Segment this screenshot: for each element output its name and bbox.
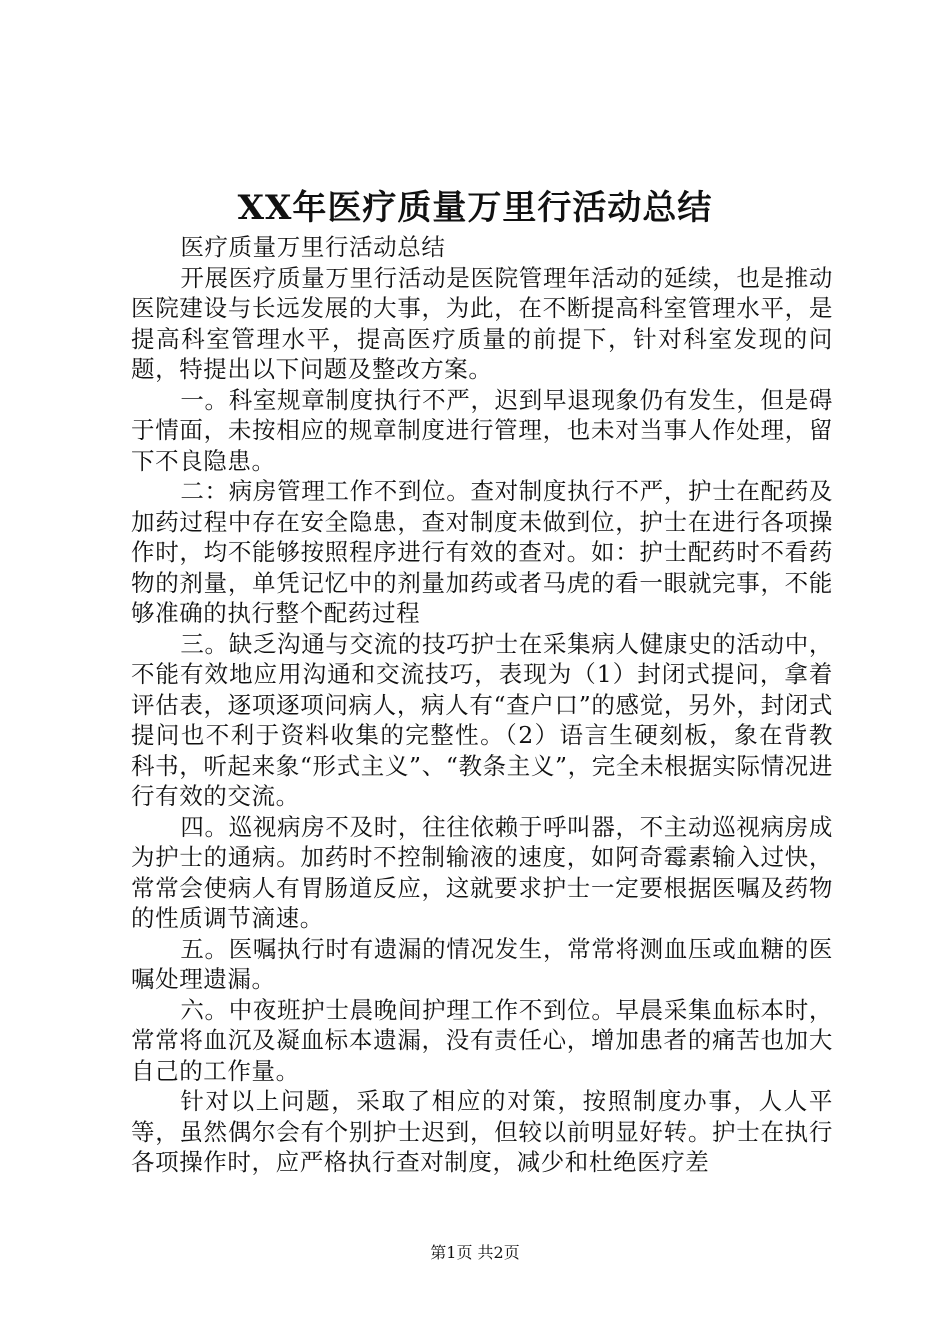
paragraph-measures: 针对以上问题，采取了相应的对策，按照制度办事，人人平等，虽然偶尔会有个别护士迟到，但较以前明显好转。护士在执行各项操作时，应严格执行查对制度，减少和杜绝医疗差 bbox=[131, 1087, 833, 1176]
paragraph-item-5: 五。医嘱执行时有遗漏的情况发生，常常将测血压或血糖的医嘱处理遗漏。 bbox=[131, 934, 833, 993]
paragraph-item-4: 四。巡视病房不及时，往往依赖于呼叫器，不主动巡视病房成为护士的通病。加药时不控制输液的速度，如阿奇霉素输入过快，常常会使病人有胃肠道反应，这就要求护士一定要根据医嘱及药物的性质调节滴速。 bbox=[131, 812, 833, 932]
paragraph-item-1: 一。科室规章制度执行不严，迟到早退现象仍有发生，但是碍于情面，未按相应的规章制度进行管理，也未对当事人作处理，留下不良隐患。 bbox=[131, 385, 833, 475]
paragraph-item-2: 二：病房管理工作不到位。查对制度执行不严，护士在配药及加药过程中存在安全隐患，查对制度未做到位，护士在进行各项操作时，均不能够按照程序进行有效的查对。如：护士配药时不看药物的剂量，单凭记忆中的剂量加药或者马虎的看一眼就完事，不能够准确的执行整个配药过程 bbox=[131, 477, 833, 627]
paragraph-item-6: 六。中夜班护士晨晚间护理工作不到位。早晨采集血标本时，常常将血沉及凝血标本遗漏，没有责任心，增加患者的痛苦也加大自己的工作量。 bbox=[131, 995, 833, 1085]
paragraph-subtitle: 医疗质量万里行活动总结 bbox=[180, 233, 446, 261]
paragraph-intro: 开展医疗质量万里行活动是医院管理年活动的延续，也是推动医院建设与长远发展的大事，为此，在不断提高科室管理水平，是提高科室管理水平，提高医疗质量的前提下，针对科室发现的问题，特提出以下问题及整改方案。 bbox=[131, 263, 833, 383]
document-body bbox=[131, 232, 833, 1178]
paragraph-item-3: 三。缺乏沟通与交流的技巧护士在采集病人健康史的活动中，不能有效地应用沟通和交流技巧，表现为（1）封闭式提问，拿着评估表，逐项逐项问病人，病人有“查户口”的感觉，另外，封闭式提问也不利于资料收集的完整性。（2）语言生硬刻板，象在背教科书，听起来象“形式主义”、“教条主义”，完全未根据实际情况进行有效的交流。 bbox=[131, 629, 833, 810]
document-title: XX年医疗质量万里行活动总结 bbox=[237, 188, 713, 228]
page-footer: 第1页 共2页 bbox=[430, 1243, 520, 1262]
